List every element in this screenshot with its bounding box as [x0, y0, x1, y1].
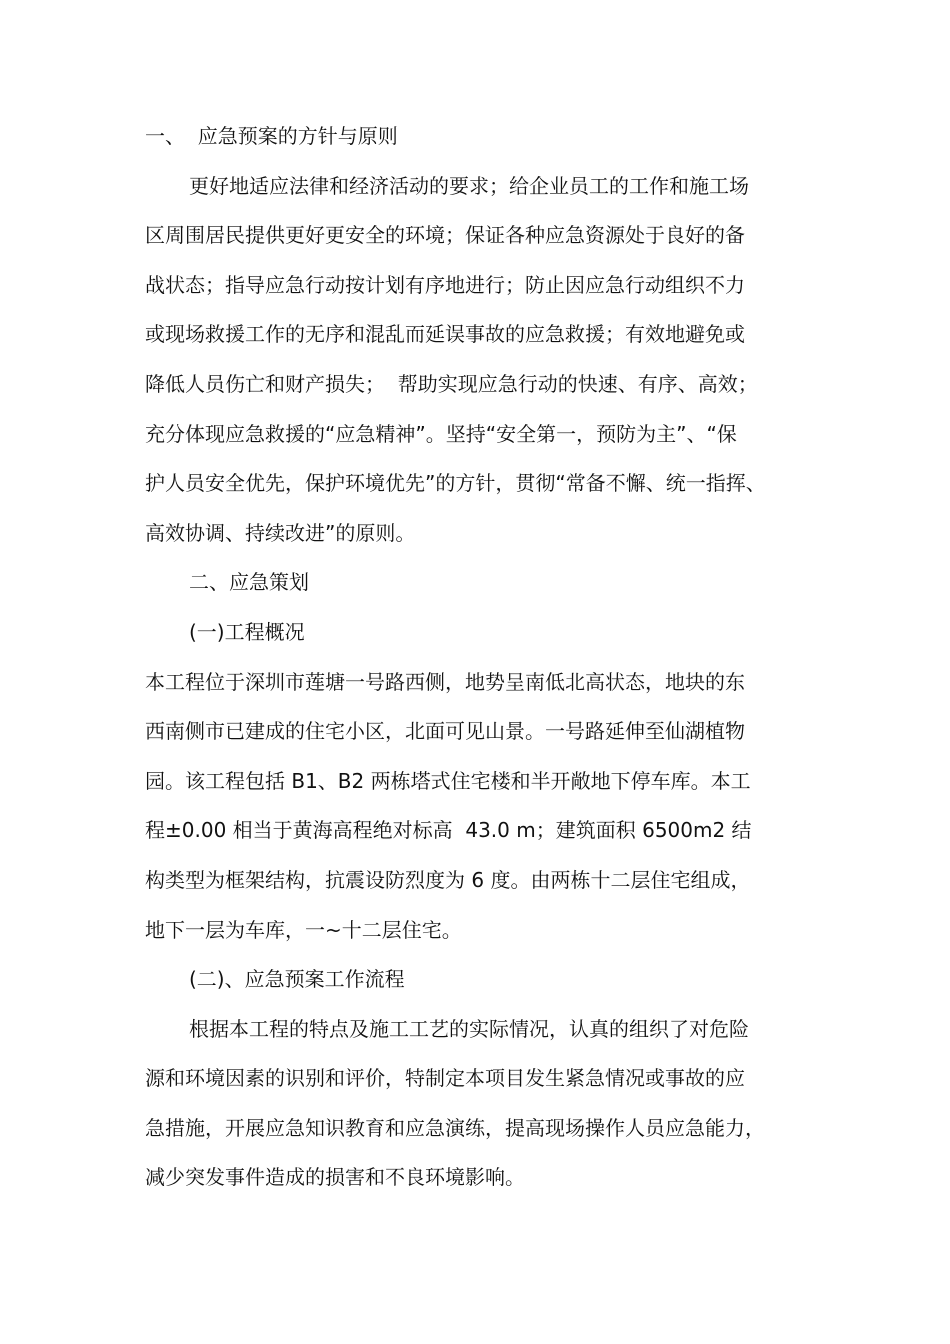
text-line: 或现场救援工作的无序和混乱而延误事故的应急救援；有效地避免或 [145, 322, 745, 347]
text-line: 构类型为框架结构，抗震设防烈度为 6 度。由两栋十二层住宅组成， [145, 867, 751, 892]
text-line: 减少突发事件造成的损害和不良环境影响。 [145, 1165, 525, 1190]
paragraph-policy [145, 162, 807, 559]
text-line: 根据本工程的特点及施工工艺的实际情况，认真的组织了对危险 [189, 1016, 749, 1041]
document-body [145, 112, 807, 1203]
paragraph-workflow [145, 1005, 807, 1203]
text-line: 充分体现应急救援的“应急精神”。坚持“安全第一，预防为主”、“保 [145, 421, 737, 446]
text-line: 地下一层为车库，一~十二层住宅。 [145, 917, 462, 942]
text-line: 高效协调、持续改进”的原则。 [145, 520, 416, 545]
text-line: 急措施，开展应急知识教育和应急演练，提高现场操作人员应急能力， [145, 1115, 765, 1140]
text-line: 程±0.00 相当于黄海高程绝对标高 43.0 m；建筑面积 6500m2 结 [145, 818, 752, 843]
subsection-heading-workflow: (二)、应急预案工作流程 [189, 967, 405, 992]
text-line: 源和环境因素的识别和评价，特制定本项目发生紧急情况或事故的应 [145, 1066, 745, 1091]
text-line: 园。该工程包括 B1、B2 两栋塔式住宅楼和半开敞地下停车库。本工 [145, 768, 751, 793]
text-line: 西南侧市已建成的住宅小区，北面可见山景。一号路延伸至仙湖植物 [145, 719, 745, 744]
paragraph-overview [145, 658, 807, 956]
text-line: 区周围居民提供更好更安全的环境；保证各种应急资源处于良好的备 [145, 223, 745, 248]
subsection-heading-overview: (一)工程概况 [189, 619, 305, 644]
text-line: 战状态；指导应急行动按计划有序地进行；防止因应急行动组织不力 [145, 272, 745, 297]
section-heading-policy: 一、 应急预案的方针与原则 [145, 124, 398, 148]
text-line: 降低人员伤亡和财产损失； 帮助实现应急行动的快速、有序、高效； [145, 371, 758, 396]
section-heading-planning: 二、应急策划 [189, 570, 309, 595]
text-line: 更好地适应法律和经济活动的要求；给企业员工的工作和施工场 [189, 173, 749, 198]
text-line: 本工程位于深圳市莲塘一号路西侧，地势呈南低北高状态，地块的东 [145, 669, 745, 694]
text-line: 护人员安全优先，保护环境优先”的方针，贯彻“常备不懈、统一指挥、 [145, 471, 766, 496]
